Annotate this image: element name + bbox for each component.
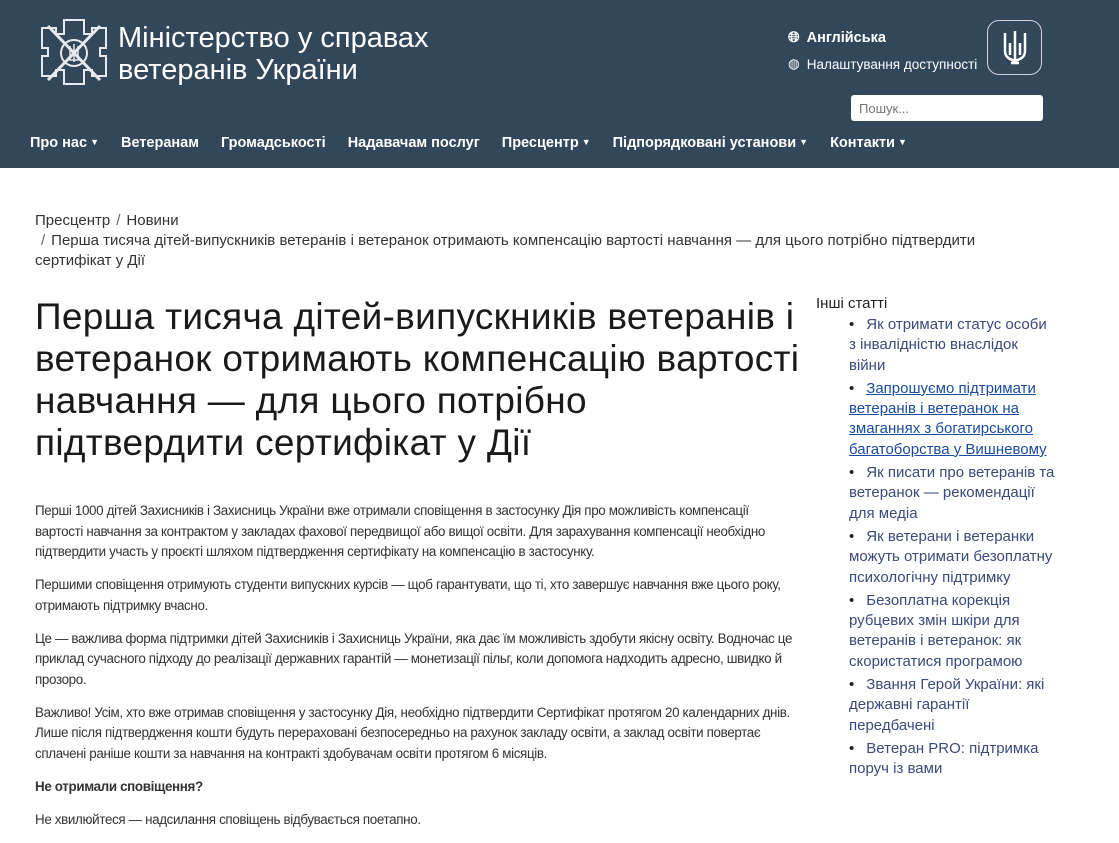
breadcrumb-news[interactable]: Новини <box>126 212 179 229</box>
breadcrumb-press[interactable]: Пресцентр <box>35 212 111 229</box>
trident-button[interactable] <box>987 20 1042 75</box>
article-link[interactable]: Ветеран PRO: підтримка поруч із вами <box>849 739 1039 778</box>
site-title[interactable]: Міністерство у справах ветеранів України <box>118 22 429 86</box>
article-body <box>35 501 795 843</box>
paragraph: Першими сповіщення отримують студенти випускних курсів — щоб гарантувати, що ті, хто завершує навчання вже цього року, отримають підтримку вчасно. <box>35 577 781 613</box>
subheading: Не отримали сповіщення? <box>35 778 203 794</box>
accessibility-settings[interactable]: ◍ Налаштування доступності <box>788 56 978 72</box>
list-item <box>849 315 1056 376</box>
list-item <box>849 379 1056 460</box>
caret-down-icon: ▼ <box>799 137 809 147</box>
paragraph: Перші 1000 дітей Захисників і Захисниць України вже отримали сповіщення в застосунку Дія про можливість компенсації вартості навчання за контрактом у закладах фахової передвищої або вищої освіти. Для зарахування компенсації необхідно підтвердити участь у проєкті шляхом підтвердження сертифікату на компенсацію в застосунку. <box>35 503 766 559</box>
breadcrumb-current: Перша тисяча дітей-випускників ветеранів і ветеранок отримають компенсацію вартості навчання — для цього потрібно підтвердити сертифікат у Дії <box>35 232 976 269</box>
article-link[interactable]: Запрошуємо підтримати ветеранів і ветеранок на змаганнях з богатирського багатоборства у Вишневому <box>849 379 1047 458</box>
nav-veterans[interactable]: Ветеранам <box>120 135 199 151</box>
article-link[interactable]: Звання Герой України: які державні гарантії передбачені <box>849 676 1045 734</box>
list-item <box>849 675 1056 736</box>
sidebar-title: Інші статті <box>816 295 888 312</box>
trident-icon <box>1002 29 1028 67</box>
article-link[interactable]: Як писати про ветеранів та ветеранок — рекомендації для медіа <box>849 464 1055 522</box>
nav-providers[interactable]: Надавачам послуг <box>347 135 480 151</box>
ministry-logo-icon[interactable] <box>40 18 108 88</box>
search-input[interactable] <box>851 95 1043 121</box>
paragraph: Не хвилюйтеся — надсилання сповіщень відбувається поетапно. <box>35 811 421 827</box>
breadcrumb: Пресцентр / Новини / Перша тисяча дітей-випускників ветеранів і ветеранок отримають компенсацію вартості навчання — для цього потрібно підтвердити сертифікат у Дії <box>35 212 976 269</box>
nav-public[interactable]: Громадськості <box>220 135 326 151</box>
caret-down-icon: ▼ <box>90 137 99 147</box>
list-item <box>849 591 1056 672</box>
language-switch[interactable]: 🌐︎ Англійська <box>788 30 886 46</box>
accessibility-icon: ◍ <box>788 56 800 71</box>
nav-about[interactable]: Про нас ▼ <box>30 135 99 151</box>
list-item <box>849 463 1056 524</box>
article-title: Перша тисяча дітей-випускників ветеранів і ветеранок отримають компенсацію вартості навчання — для цього потрібно підтвердити сертифікат у Дії <box>35 296 800 463</box>
paragraph: Це — важлива форма підтримки дітей Захисників і Захисниць України, яка дає їм можливість здобути якісну освіту. Водночас це приклад сучасного підходу до реалізації державних гарантій — монетизації пільг, коли допомога надходить адресно, швидко й прозоро. <box>35 630 793 687</box>
list-item <box>849 527 1056 588</box>
list-item <box>849 739 1056 780</box>
main-nav <box>30 135 907 151</box>
paragraph: Важливо! Усім, хто вже отримав сповіщення у застосунку Дія, необхідно підтвердити Сертифікат протягом 20 календарних днів. Лише після підтвердження кошти будуть перераховані безпосередньо на рахунок закладу освіти, а заклад освіти повертає сплачені раніше кошти за навчання на контракті здобувачам освіти протягом 6 місяців. <box>35 704 790 761</box>
article-link[interactable]: Безоплатна корекція рубцевих змін шкіри для ветеранів і ветеранок: як скористатися програмою <box>849 591 1023 670</box>
caret-down-icon: ▼ <box>897 137 907 147</box>
nav-press[interactable]: Пресцентр ▼ <box>501 135 591 151</box>
globe-icon: 🌐︎ <box>788 30 800 46</box>
nav-contacts[interactable]: Контакти ▼ <box>830 135 907 151</box>
site-header <box>0 0 1119 168</box>
article-link[interactable]: Як ветерани і ветеранки можуть отримати безоплатну психологічну підтримку <box>849 527 1053 586</box>
caret-down-icon: ▼ <box>581 137 591 147</box>
other-articles <box>816 295 1056 783</box>
article-link[interactable]: Як отримати статус особи з інвалідністю внаслідок війни <box>849 316 1047 374</box>
nav-institutions[interactable]: Підпорядковані установи ▼ <box>612 135 809 151</box>
